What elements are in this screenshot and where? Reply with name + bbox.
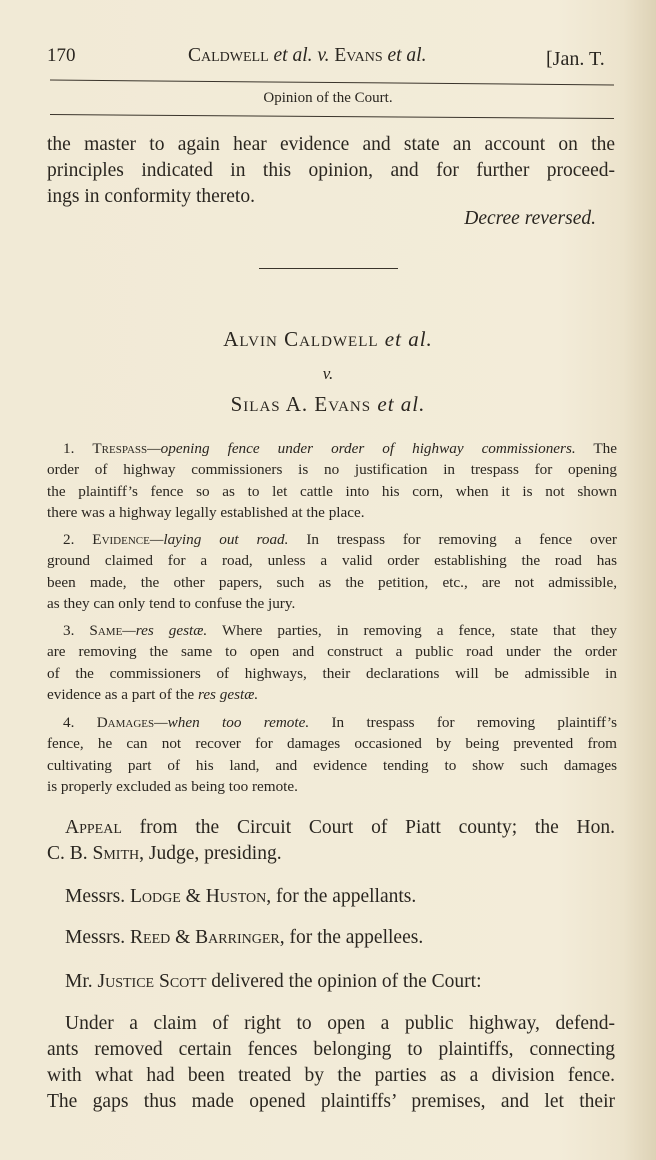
- counsel-appellants: Messrs. Lodge & Huston, for the appellants.: [65, 886, 417, 907]
- disposition: Decree reversed.: [464, 208, 596, 229]
- headnote-4: 4. Damages—when too remote. In trespass for removing plaintiff’s fence, he can not recover for damages occasioned by being prevented from cultivating part of his land, and evidence tending to show such damages is properly excluded as being too remote.: [47, 714, 618, 795]
- divider: [259, 268, 398, 269]
- opinion-text: Under a claim of right to open a public highway, defend- ants removed certain fences belonging to plaintiffs, connecting with what had been treated by the parties as a division fence. The gaps thus made opened plaintiffs’ premises, and let their: [47, 1013, 615, 1112]
- appeal-statement: Appeal from the Circuit Court of Piatt county; the Hon. C. B. Smith, Judge, presiding.: [47, 817, 615, 864]
- headnote-2: 2. Evidence—laying out road. In trespass for removing a fence over ground claimed for a road, unless a valid order establishing the road has been made, the other papers, such as the petition, etc., are not admissible, as they can only tend to confuse the jury.: [47, 531, 617, 612]
- page-number: 170: [47, 45, 76, 66]
- running-title: Caldwell et al. v. Evans et al.: [188, 45, 427, 66]
- header-rule: [50, 80, 614, 86]
- opinion-attribution: Mr. Justice Scott delivered the opinion of the Court:: [65, 971, 482, 992]
- section-heading: Opinion of the Court.: [263, 90, 393, 106]
- term: [Jan. T.: [546, 48, 605, 70]
- prior-opinion-text: the master to again hear evidence and state an account on the principles indicated in this opinion, and for further proceed- ings in conformity thereto.: [47, 134, 615, 207]
- section-rule: [50, 114, 614, 119]
- headnote-1: 1. Trespass—opening fence under order of highway commissioners. The order of highway commissioners is no justification in trespass for opening the plaintiff’s fence so as to let cattle into his corn, when it is not shown there was a highway legally established at the place.: [47, 440, 618, 521]
- counsel-appellees: Messrs. Reed & Barringer, for the appellees.: [65, 927, 424, 948]
- headnote-3: 3. Same—res gestæ. Where parties, in removing a fence, state that they are removing the same to open and construct a public road under the order of the commissioners of highways, their declarations will be admissible in evidence as a part of the res gestæ.: [47, 622, 617, 703]
